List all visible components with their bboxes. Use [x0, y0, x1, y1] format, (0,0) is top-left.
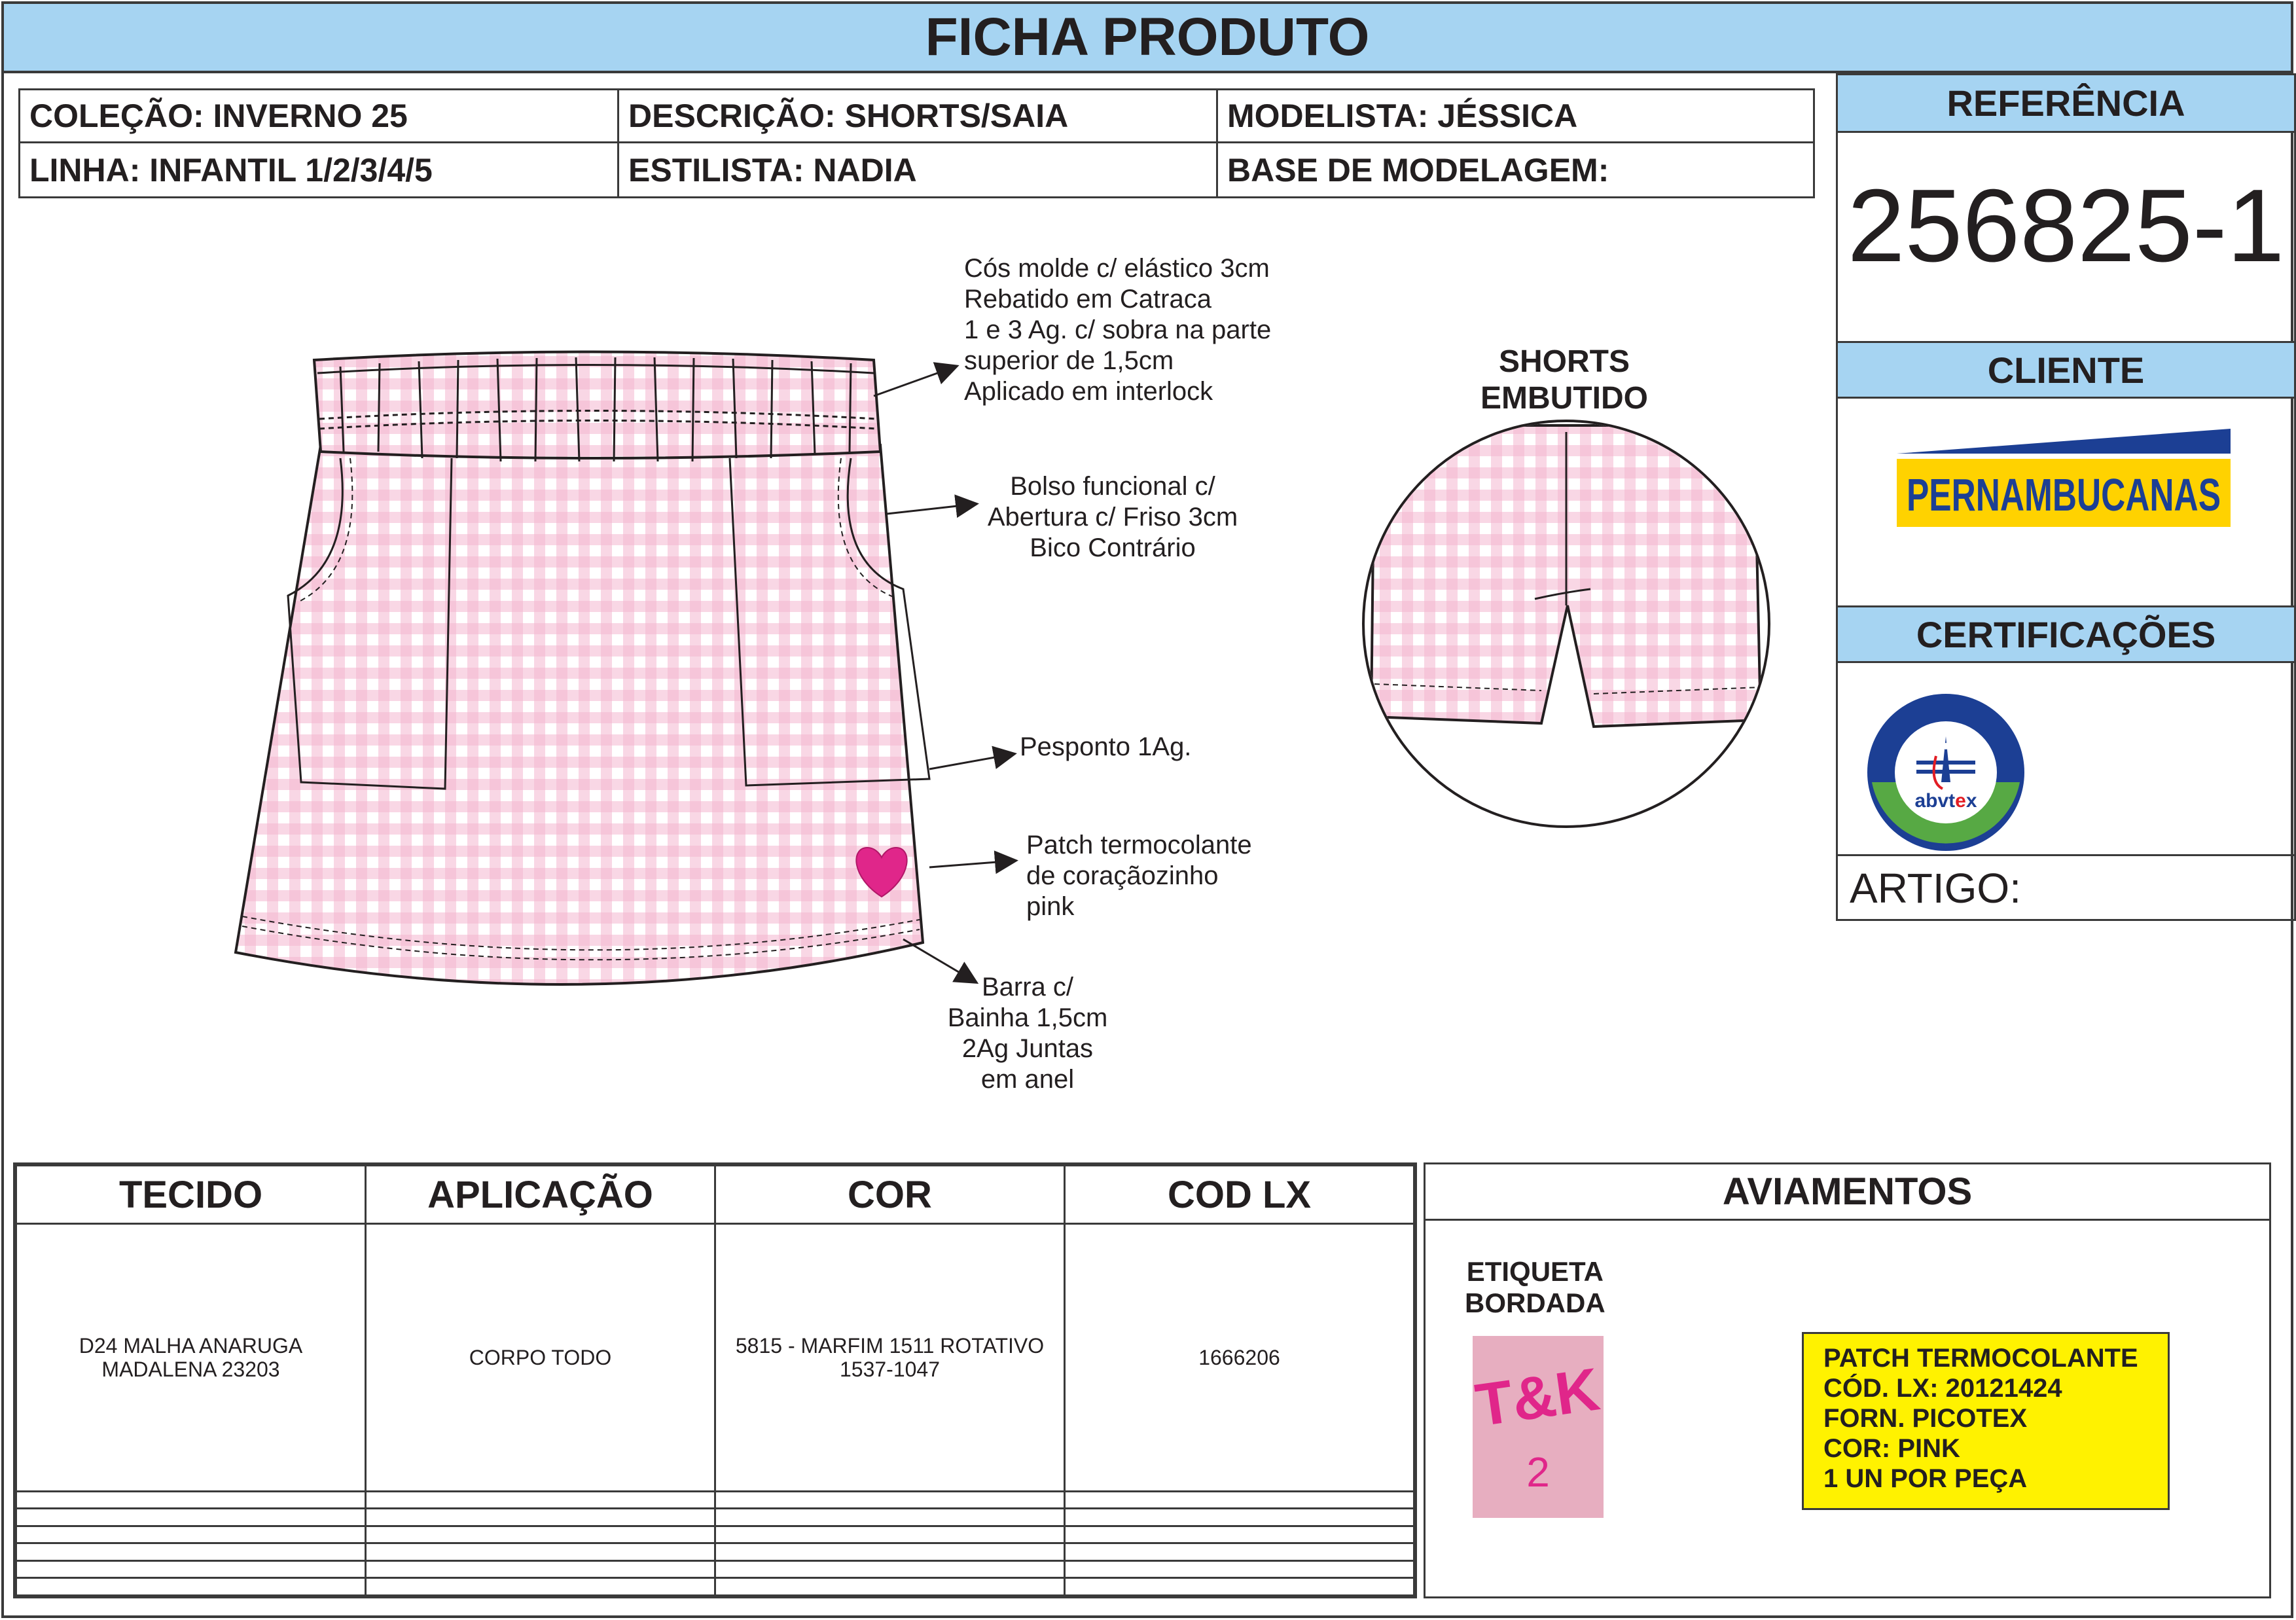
pernambucanas-logo-text: PERNAMBUCANAS [1907, 469, 2221, 520]
tk-logo-text: T&K [1471, 1356, 1604, 1439]
cor-line: 1537-1047 [839, 1357, 941, 1381]
column-header-aplicacao: APLICAÇÃO [366, 1166, 715, 1224]
tecido-line: D24 MALHA ANARUGA [79, 1333, 303, 1358]
waistband [314, 352, 880, 459]
estilista-field: ESTILISTA: NADIA [619, 143, 1218, 196]
fabric-table-header-row [16, 1166, 1414, 1224]
callout-cos-line: superior de 1,5cm [964, 346, 1174, 375]
linha-field: LINHA: INFANTIL 1/2/3/4/5 [20, 143, 619, 196]
empty-cell [16, 1491, 366, 1509]
callout-barra [929, 972, 1126, 1095]
etiqueta-bordada-title [1465, 1256, 1605, 1319]
table-row [16, 1509, 1414, 1526]
callout-cos-line: Aplicado em interlock [964, 377, 1213, 406]
callout-barra-line: Barra c/ [981, 973, 1074, 1001]
empty-cell [366, 1526, 715, 1543]
empty-cell [715, 1526, 1065, 1543]
fabric-table [13, 1162, 1417, 1598]
shorts-embutido-title [1440, 344, 1689, 417]
svg-text:abvtex: abvtex [1914, 790, 1977, 812]
callout-patch-line: de coraçãozinho [1026, 861, 1219, 890]
callout-barra-line: 2Ag Juntas [961, 1034, 1094, 1063]
empty-cell [1065, 1509, 1414, 1526]
patch-line: FORN. PICOTEX [1823, 1404, 2028, 1433]
tk-brand-logo [1473, 1336, 1604, 1518]
empty-cell [715, 1543, 1065, 1561]
shorts-title-line: SHORTS [1498, 344, 1630, 379]
table-row [16, 1491, 1414, 1509]
callout-pesponto-line: Pesponto 1Ag. [1020, 732, 1192, 761]
certificacoes-header: CERTIFICAÇÕES [1838, 605, 2294, 663]
callout-bolso-line: Bico Contrário [1030, 533, 1196, 562]
tecido-cell [16, 1224, 366, 1492]
patch-line: CÓD. LX: 20121424 [1823, 1374, 2062, 1403]
empty-cell [16, 1560, 366, 1578]
patch-termocolante-box [1802, 1332, 2170, 1510]
column-header-tecido: TECIDO [16, 1166, 366, 1224]
modelista-field: MODELISTA: JÉSSICA [1218, 90, 1813, 143]
empty-cell [715, 1491, 1065, 1509]
empty-cell [16, 1543, 366, 1561]
tecido-line: MADALENA 23203 [101, 1357, 280, 1381]
patch-line: 1 UN POR PEÇA [1823, 1464, 2028, 1493]
patch-line: PATCH TERMOCOLANTE [1823, 1344, 2138, 1373]
callout-barra-line: Bainha 1,5cm [947, 1003, 1108, 1032]
callout-patch [1026, 830, 1252, 922]
empty-cell [1065, 1526, 1414, 1543]
cliente-header: CLIENTE [1838, 341, 2294, 399]
empty-cell [366, 1491, 715, 1509]
empty-cell [715, 1509, 1065, 1526]
callout-patch-line: pink [1026, 892, 1075, 921]
referencia-header: REFERÊNCIA [1838, 75, 2294, 133]
referencia-value: 256825-1 [1847, 168, 2285, 283]
etiqueta-size: 2 [1526, 1449, 1550, 1496]
callout-cos-line: 1 e 3 Ag. c/ sobra na parte [964, 315, 1272, 344]
empty-cell [16, 1578, 366, 1596]
empty-cell [366, 1578, 715, 1596]
callout-cos-line: Cós molde c/ elástico 3cm [964, 254, 1270, 283]
empty-cell [715, 1578, 1065, 1596]
empty-cell [1065, 1578, 1414, 1596]
colecao-field: COLEÇÃO: INVERNO 25 [20, 90, 619, 143]
aviamentos-header: AVIAMENTOS [1426, 1164, 2269, 1221]
table-row [16, 1560, 1414, 1578]
shorts-title-line: EMBUTIDO [1480, 381, 1648, 416]
empty-cell [366, 1509, 715, 1526]
empty-cell [1065, 1543, 1414, 1561]
aplicacao-cell: CORPO TODO [366, 1224, 715, 1492]
table-row [16, 1224, 1414, 1492]
callout-bolso-line: Bolso funcional c/ [1010, 472, 1215, 501]
callout-bolso-line: Abertura c/ Friso 3cm [987, 503, 1238, 531]
aviamentos-panel [1424, 1162, 2271, 1598]
page-title: FICHA PRODUTO [1, 1, 2293, 73]
empty-cell [366, 1560, 715, 1578]
empty-cell [1065, 1491, 1414, 1509]
column-header-cor: COR [715, 1166, 1065, 1224]
cor-cell [715, 1224, 1065, 1492]
empty-cell [366, 1543, 715, 1561]
etiqueta-title-line: ETIQUETA [1466, 1256, 1604, 1287]
callout-bolso [975, 471, 1250, 564]
patch-line: COR: PINK [1823, 1434, 1960, 1463]
empty-cell [16, 1526, 366, 1543]
table-row [16, 1543, 1414, 1561]
callout-patch-line: Patch termocolante [1026, 831, 1252, 859]
table-row [16, 1578, 1414, 1596]
etiqueta-bordada-label [1473, 1336, 1604, 1518]
etiqueta-title-line: BORDADA [1465, 1287, 1605, 1318]
callout-barra-line: em anel [980, 1065, 1075, 1094]
cor-line: 5815 - MARFIM 1511 ROTATIVO [735, 1333, 1045, 1358]
table-row [16, 1526, 1414, 1543]
empty-cell [16, 1509, 366, 1526]
callout-pesponto [1020, 732, 1191, 763]
column-header-cod-lx: COD LX [1065, 1166, 1414, 1224]
cod-lx-cell: 1666206 [1065, 1224, 1414, 1492]
callout-cos [964, 253, 1271, 407]
callout-cos-line: Rebatido em Catraca [964, 285, 1211, 314]
empty-cell [1065, 1560, 1414, 1578]
base-modelagem-field: BASE DE MODELAGEM: [1227, 151, 1609, 189]
empty-cell [715, 1560, 1065, 1578]
descricao-field: DESCRIÇÃO: SHORTS/SAIA [619, 90, 1218, 143]
artigo-label: ARTIGO: [1850, 865, 2021, 912]
